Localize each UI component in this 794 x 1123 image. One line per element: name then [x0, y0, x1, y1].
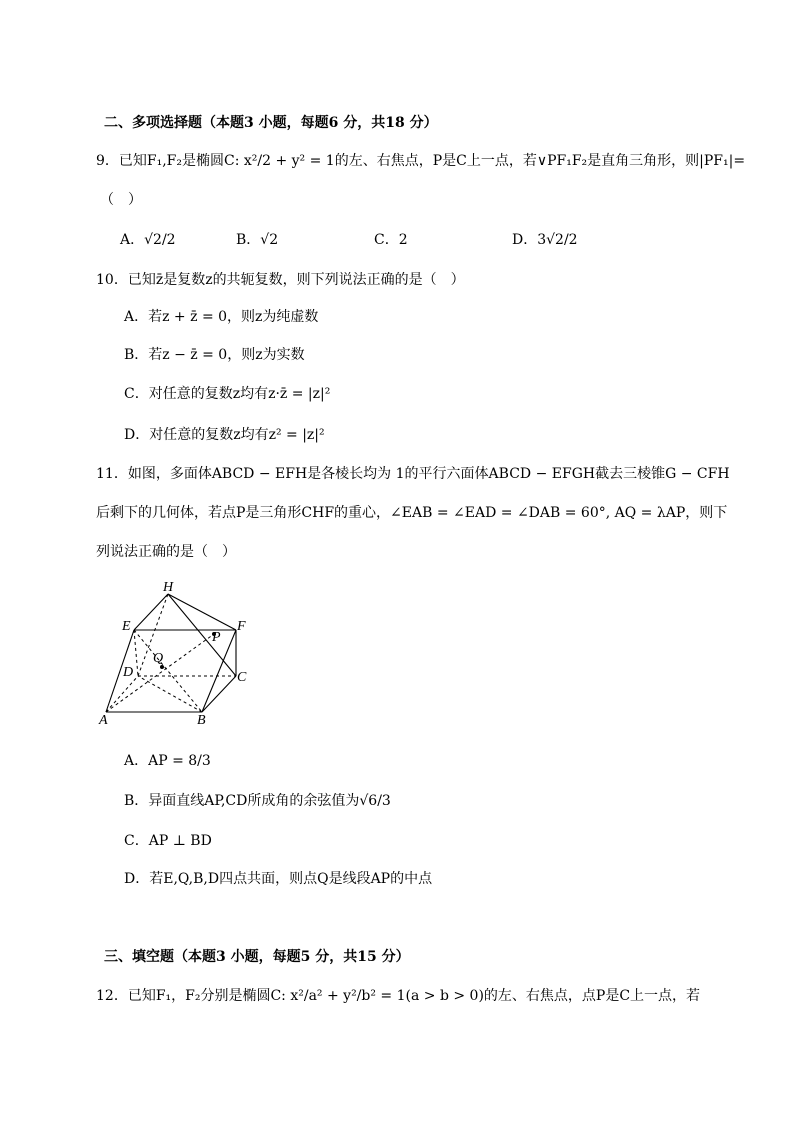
q9-option-b: B．√2: [236, 232, 279, 248]
section3-heading: 三、填空题（本题3 小题，每题5 分，共15 分）: [104, 949, 410, 965]
q10-option-a: A．若z + z̄ = 0，则z为纯虚数: [124, 309, 319, 325]
label-b: B: [197, 713, 206, 726]
polyhedron-figure: [96, 578, 262, 726]
q10-option-b: B．若z − z̄ = 0，则z为实数: [124, 347, 305, 363]
q11-option-d: D．若E,Q,B,D四点共面，则点Q是线段AP的中点: [124, 871, 433, 887]
q9-stem: 9．已知F₁,F₂是椭圆C: x²/2 + y² = 1的左、右焦点，P是C上一点，若∨PF₁F₂是直角三角形，则|PF₁|=: [96, 153, 746, 169]
q12-stem: 12．已知F₁，F₂分别是椭圆C: x²/a² + y²/b² = 1(a > b > 0)的左、右焦点，点P是C上一点，若: [96, 988, 701, 1004]
edge-h-f: [168, 594, 236, 630]
label-d: D: [123, 665, 134, 680]
q11-line1: 11．如图，多面体ABCD − EFH是各棱长均为 1的平行六面体ABCD − EFGH截去三棱锥G − CFH: [96, 466, 730, 482]
diag-e-b: [134, 630, 202, 712]
edge-b-c: [202, 676, 236, 712]
label-e: E: [122, 619, 131, 634]
q9-option-a: A．√2/2: [120, 232, 176, 248]
q9-option-d: D．3√2/2: [512, 232, 578, 248]
label-c: C: [237, 670, 247, 685]
q11-option-c: C．AP ⊥ BD: [124, 833, 212, 849]
q11-line3: 列说法正确的是（ ）: [96, 544, 236, 560]
q9-paren: （ ）: [100, 192, 142, 208]
q10-option-c: C．对任意的复数z均有z·z̄ = |z|²: [124, 386, 331, 402]
q11-option-a: A．AP = 8/3: [124, 753, 211, 769]
edge-h-c: [168, 594, 236, 676]
q11-option-b: B．异面直线AP,CD所成角的余弦值为√6/3: [124, 793, 391, 809]
q10-stem: 10．已知z̄是复数z的共轭复数，则下列说法正确的是（ ）: [96, 272, 465, 288]
edge-e-h: [134, 594, 168, 630]
diag-b-d: [138, 676, 202, 712]
label-f: F: [237, 619, 246, 634]
q11-line2: 后剩下的几何体，若点P是三角形CHF的重心，∠EAB = ∠EAD = ∠DAB = 60°, AQ = λAP，则下: [96, 505, 728, 521]
label-a: A: [99, 713, 108, 726]
edge-a-d: [106, 676, 138, 712]
q10-option-d: D．对任意的复数z均有z² = |z|²: [124, 427, 325, 443]
label-p: P: [212, 630, 221, 645]
q9-option-c: C．2: [374, 232, 408, 248]
label-h: H: [163, 580, 174, 595]
section2-heading: 二、多项选择题（本题3 小题，每题6 分，共18 分）: [104, 115, 438, 131]
label-q: Q: [153, 651, 164, 666]
diag-e-d: [134, 630, 138, 676]
